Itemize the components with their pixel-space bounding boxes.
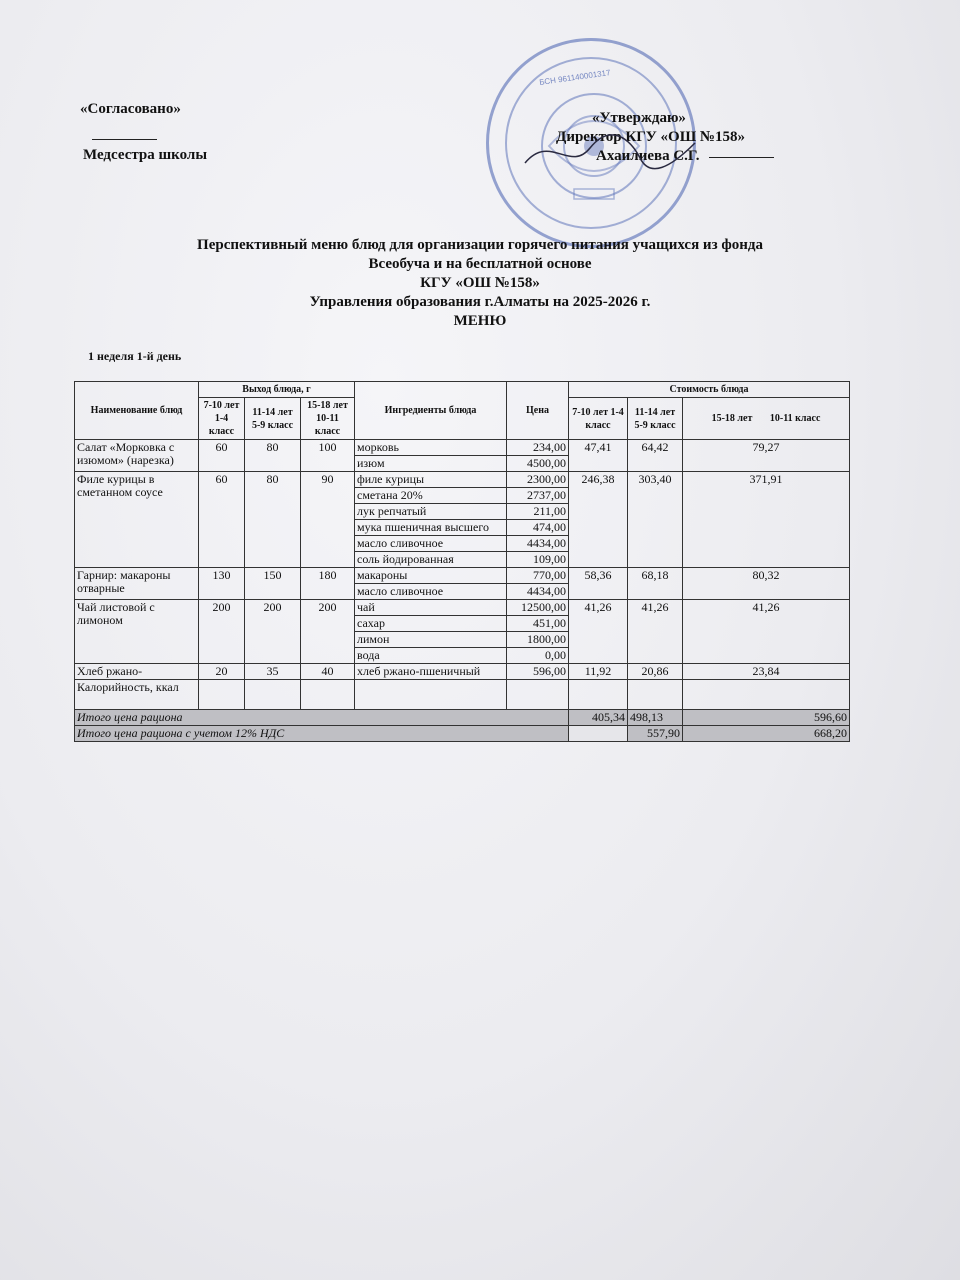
cost-15-18: 79,27 [683,440,850,472]
ingredient-price: 4500,00 [507,456,569,472]
dish-name: Гарнир: макароны отварные [75,568,199,600]
ingredient-price: 2737,00 [507,488,569,504]
ingredient-price: 770,00 [507,568,569,584]
cost-7-10: 41,26 [569,600,628,664]
ingredient-name: масло сливочное [355,536,507,552]
header-ingredients: Ингредиенты блюда [355,382,507,440]
agreed-signature-line [92,130,157,147]
cost-15-18: 371,91 [683,472,850,568]
ingredient-price: 4434,00 [507,584,569,600]
total-11-14: 498,13 [628,710,683,726]
ingredient-name: чай [355,600,507,616]
cost-11-14: 303,40 [628,472,683,568]
output-11-14: 80 [245,472,301,568]
ingredient-name: сметана 20% [355,488,507,504]
total-vat-15-18: 668,20 [683,726,850,742]
output-15-18: 100 [301,440,355,472]
header-output-11-14: 11-14 лет 5-9 класс [245,398,301,440]
header-output: Выход блюда, г [199,382,355,398]
cost-7-10: 246,38 [569,472,628,568]
menu-table [74,381,850,742]
header-cost: Стоимость блюда [569,382,850,398]
output-11-14: 150 [245,568,301,600]
ingredient-name: хлеб ржано-пшеничный [355,664,507,680]
header-cost-15-18: 15-18 лет 10-11 класс [683,398,850,440]
signature-scribble [520,128,700,178]
ingredient-price: 211,00 [507,504,569,520]
output-7-10: 200 [199,600,245,664]
total-label: Итого цена рациона [75,710,569,726]
ingredient-price: 474,00 [507,520,569,536]
output-11-14: 200 [245,600,301,664]
ingredient-name: изюм [355,456,507,472]
ingredient-price: 451,00 [507,616,569,632]
dish-name: Чай листовой с лимоном [75,600,199,664]
ingredient-price: 2300,00 [507,472,569,488]
output-7-10: 20 [199,664,245,680]
table-row [75,440,850,456]
title-line-5: МЕНЮ [453,313,507,329]
cost-15-18: 23,84 [683,664,850,680]
ingredient-price: 109,00 [507,552,569,568]
header-output-7-10: 7-10 лет 1-4 класс [199,398,245,440]
document-title [80,236,880,331]
ingredient-name: лук репчатый [355,504,507,520]
cost-11-14: 64,42 [628,440,683,472]
dish-name: Хлеб ржано- [75,664,199,680]
ingredient-name: лимон [355,632,507,648]
dish-name: Филе курицы в сметанном соусе [75,472,199,568]
output-7-10: 60 [199,440,245,472]
approve-director: Директор КГУ «ОШ №158» [556,129,746,145]
cost-15-18: 80,32 [683,568,850,600]
ingredient-price: 4434,00 [507,536,569,552]
ingredient-price: 12500,00 [507,600,569,616]
cost-11-14: 68,18 [628,568,683,600]
ingredient-name: масло сливочное [355,584,507,600]
title-line-2: Всеобуча и на бесплатной основе [368,256,592,272]
header-dish-name: Наименование блюд [75,382,199,440]
ingredient-price: 1800,00 [507,632,569,648]
ingredient-price: 234,00 [507,440,569,456]
header-output-15-18: 15-18 лет 10-11 класс [301,398,355,440]
table-row [75,472,850,488]
cost-7-10: 11,92 [569,664,628,680]
header-price: Цена [507,382,569,440]
dish-name: Салат «Морковка с изюмом» (нарезка) [75,440,199,472]
ingredient-name: макароны [355,568,507,584]
total-15-18: 596,60 [683,710,850,726]
ingredient-name: вода [355,648,507,664]
total-vat-7-10 [569,726,628,742]
cost-15-18: 41,26 [683,600,850,664]
output-7-10: 130 [199,568,245,600]
output-11-14: 80 [245,440,301,472]
ingredient-name: соль йодированная [355,552,507,568]
output-15-18: 200 [301,600,355,664]
ingredient-price: 0,00 [507,648,569,664]
seal-bin: БСН 961140001317 [538,68,612,87]
header-cost-11-14: 11-14 лет 5-9 класс [628,398,683,440]
total-vat-row [75,726,850,742]
total-vat-label: Итого цена рациона с учетом 12% НДС [75,726,569,742]
table-row [75,568,850,584]
ingredient-name: сахар [355,616,507,632]
table-row [75,664,850,680]
agreed-nurse: Медсестра школы [83,147,208,163]
total-row [75,710,850,726]
ingredient-name: морковь [355,440,507,456]
calories-label: Калорийность, ккал [75,680,199,710]
header-cost-7-10: 7-10 лет 1-4 класс [569,398,628,440]
cost-7-10: 47,41 [569,440,628,472]
cost-7-10: 58,36 [569,568,628,600]
total-7-10: 405,34 [569,710,628,726]
output-15-18: 90 [301,472,355,568]
ingredient-name: мука пшеничная высшего [355,520,507,536]
cost-11-14: 41,26 [628,600,683,664]
director-name: Ахаилиева С.Г. [596,148,700,164]
output-7-10: 60 [199,472,245,568]
output-15-18: 180 [301,568,355,600]
cost-11-14: 20,86 [628,664,683,680]
approve-title: «Утверждаю» [592,110,686,126]
ingredient-name: филе курицы [355,472,507,488]
week-day-label: 1 неделя 1-й день [88,349,182,363]
agreed-title: «Согласовано» [80,101,181,117]
title-line-3: КГУ «ОШ №158» [420,275,540,291]
table-row [75,600,850,616]
title-line-4: Управления образования г.Алматы на 2025-2026 г. [309,294,651,310]
ingredient-price: 596,00 [507,664,569,680]
calories-row [75,680,850,710]
total-vat-11-14: 557,90 [628,726,683,742]
output-15-18: 40 [301,664,355,680]
title-line-1: Перспективный меню блюд для организации горячего питания учащихся из фонда [197,237,763,253]
output-11-14: 35 [245,664,301,680]
